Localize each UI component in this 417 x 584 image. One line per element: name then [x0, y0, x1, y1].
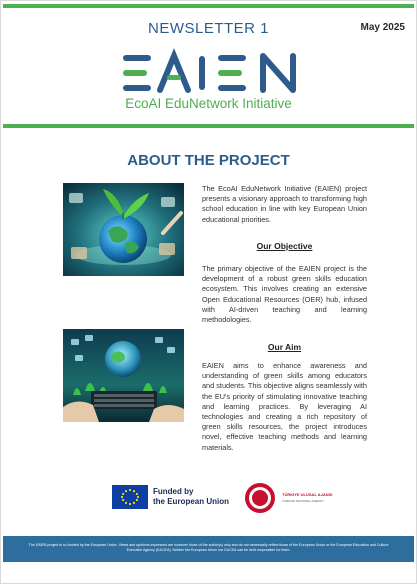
aim-heading: Our Aim	[267, 342, 302, 352]
intro-paragraph: The EcoAI EduNetwork Initiative (EAIEN) project presents a visionary approach to transforming high school education in line with key European Union educational priorities.	[202, 184, 367, 224]
aim-paragraph: EAIEN aims to enhance awareness and understanding of green skills among educators and students. This objective aligns seamlessly with the EU's priority of stimulating innovative teaching and learning practices. By leveraging AI technologies and creating a rich repository of green skills resources, the project introduces novel, effective teaching methods and learning materials.	[202, 361, 367, 452]
section-title: ABOUT THE PROJECT	[127, 152, 290, 169]
issue-date: May 2025	[360, 22, 405, 33]
objective-heading: Our Objective	[256, 241, 313, 251]
tagline: EcoAI EduNetwork Initiative	[125, 96, 292, 111]
ai-classroom-image	[63, 329, 184, 422]
eaien-logo	[123, 53, 299, 93]
agency-name: TÜRKİYE ULUSAL AJANSI	[282, 492, 333, 497]
objective-paragraph: The primary objective of the EAIEN project is the development of a robust green skills education ecosystem. This involves creating an extensive Open Educational Resources (OER) hub, infused with AI-driven teaching and learning methodologies.	[202, 264, 367, 325]
top-green-bar	[3, 4, 414, 8]
eu-funding-text: Funded by the European Union	[153, 487, 229, 506]
header-divider	[3, 124, 414, 128]
footer-disclaimer: The EAIEN project is co-funded by the European Union. Views and opinions expressed are however those of the author(s) only and do not necessarily reflect those of the European Union or the European Education and Culture Executive Agency (EACEA). Neither the European Union nor EACEA can be held responsible for them.	[28, 543, 389, 552]
turkish-national-agency-logo	[244, 481, 333, 515]
newsletter-label: NEWSLETTER 1	[147, 20, 270, 37]
earth-plant-image	[63, 183, 184, 276]
agency-subtitle: TURKISH NATIONAL AGENCY	[282, 499, 325, 503]
eu-flag-icon	[112, 485, 148, 509]
